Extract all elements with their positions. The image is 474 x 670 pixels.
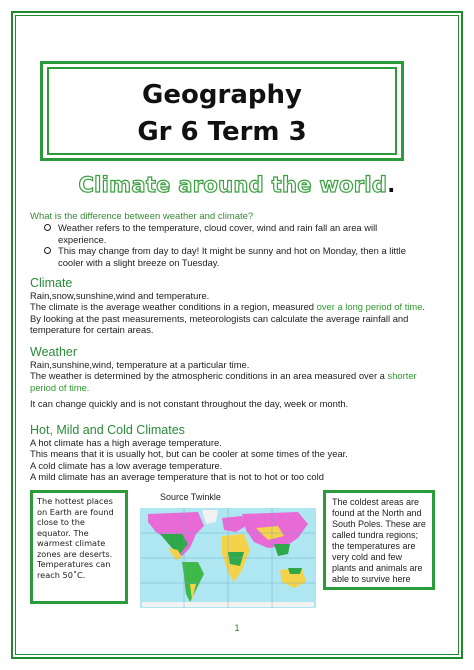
- bullet-icon: [44, 224, 51, 231]
- subtitle: [40, 173, 434, 197]
- hmc-body: [30, 437, 435, 483]
- climate-paragraph: [30, 301, 435, 335]
- intro-question: What is the difference between weather and climate?: [30, 211, 254, 222]
- hottest-places-box: [30, 490, 128, 604]
- climate-heading: Climate: [30, 276, 73, 290]
- page-number: 1: [234, 623, 240, 633]
- bullet-text: This may change from day to day! It might be sunny and hot on Monday, then a little cooler with a slight breeze on Tuesday.: [58, 245, 406, 268]
- subtitle-dot: .: [387, 173, 396, 197]
- weather-paragraph: [30, 370, 435, 393]
- climate-text-b: . By looking at the past measurements, meteorologists can calculate the average rainfall and temperature for certain areas.: [30, 301, 426, 336]
- climate-body: [30, 290, 435, 336]
- weather-body: [30, 359, 435, 410]
- climate-text-a: The climate is the average weather conditions in a region, measured: [30, 301, 317, 313]
- list-item: [44, 245, 424, 268]
- coldest-areas-box: [323, 490, 435, 590]
- title-line-2: Gr 6 Term 3: [137, 117, 307, 147]
- hottest-places-text: The hottest places on Earth are found close to the equator. The warmest climate zones are deserts. Temperatures can reach 50˚C.: [37, 496, 114, 580]
- list-item: [44, 222, 424, 245]
- title-line-1: Geography: [142, 80, 302, 110]
- world-climate-map: [138, 504, 318, 612]
- weather-heading: Weather: [30, 345, 78, 359]
- weather-line3: It can change quickly and is not constant throughout the day, week or month.: [30, 398, 349, 410]
- bullet-text: Weather refers to the temperature, cloud cover, wind and rain fall an area will experience.: [58, 222, 378, 245]
- hmc-line: A mild climate has an average temperature that is not to hot or too cold: [30, 471, 324, 483]
- climate-line1: Rain,snow,sunshine,wind and temperature.: [30, 290, 210, 301]
- map-source: Source Twinkle: [160, 492, 221, 502]
- subtitle-text: Climate around the world: [78, 173, 388, 197]
- hmc-line: A cold climate has a low average temperature.: [30, 459, 223, 471]
- weather-text-a: The weather is determined by the atmospheric conditions in an area measured over a: [30, 370, 388, 382]
- hmc-heading: Hot, Mild and Cold Climates: [30, 423, 185, 437]
- intro-bullets: [44, 222, 424, 268]
- bullet-icon: [44, 247, 51, 254]
- weather-highlight: shorter period of time.: [30, 370, 417, 393]
- coldest-areas-text: The coldest areas are found at the North and South Poles. These are called tundra regions; the temperatures are very cold and few plants and animals are able to survive here: [332, 497, 426, 584]
- hmc-line: This means that it is usually hot, but can be cooler at some times of the year.: [30, 448, 348, 460]
- climate-highlight: over a long period of time: [316, 301, 423, 313]
- weather-line1: Rain,sunshine,wind, temperature at a particular time.: [30, 359, 250, 370]
- hmc-line: A hot climate has a high average temperature.: [30, 437, 222, 448]
